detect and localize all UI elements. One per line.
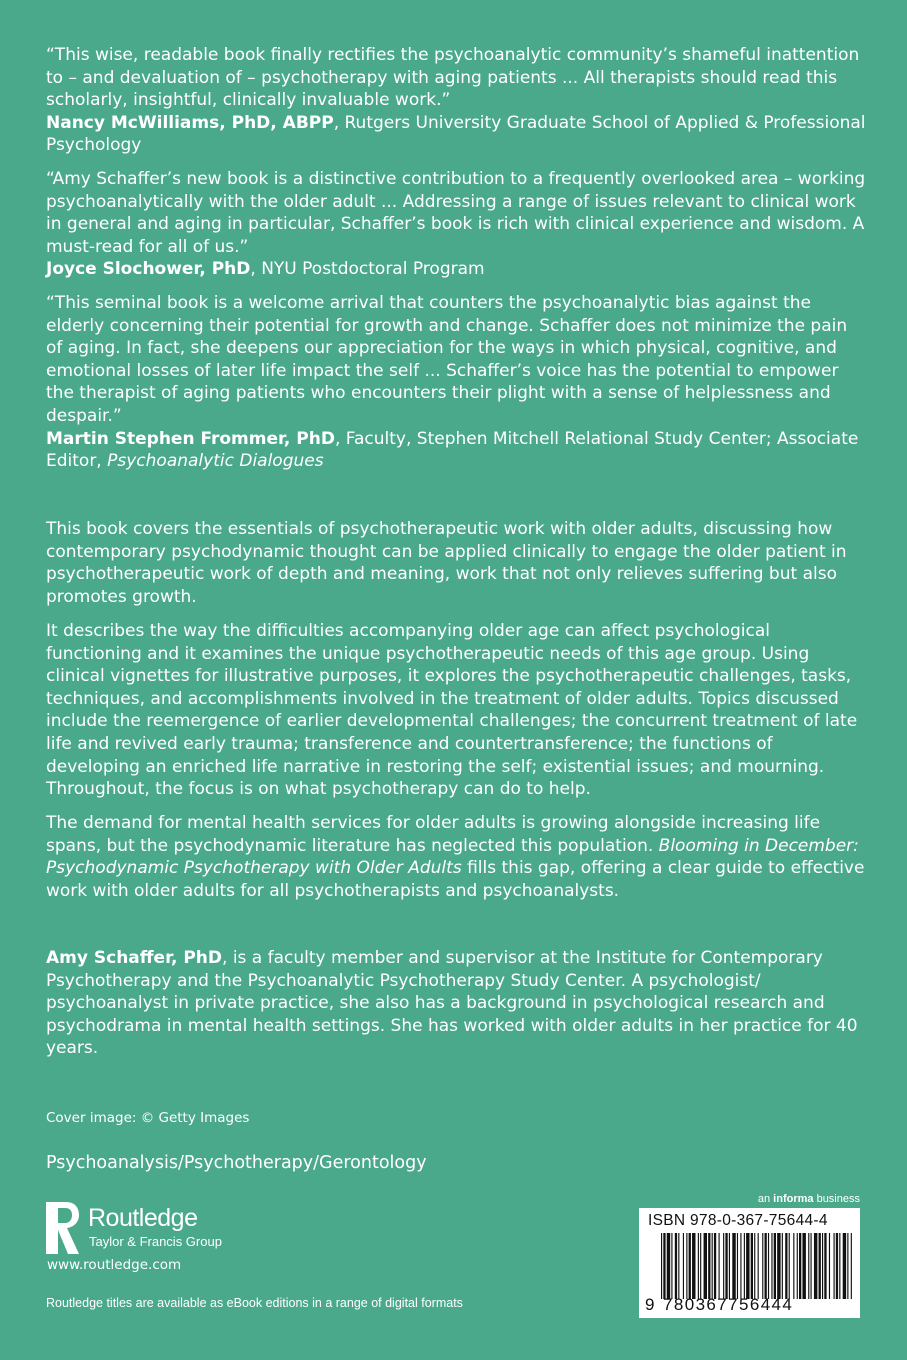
ean-digits: 780367756444 bbox=[663, 1295, 794, 1314]
barcode-bar bbox=[785, 1233, 787, 1299]
barcode-bar bbox=[663, 1233, 665, 1299]
barcode-bar bbox=[675, 1233, 677, 1299]
blurb-affiliation: , Rutgers University Graduate School of Applied & Professional Psychology bbox=[46, 112, 866, 156]
barcode-bar bbox=[712, 1233, 713, 1299]
description-paragraph-3 bbox=[46, 812, 866, 902]
barcode-bar bbox=[762, 1233, 763, 1299]
routledge-r-icon bbox=[46, 1202, 80, 1254]
barcode-bar bbox=[839, 1233, 840, 1299]
barcode-bar bbox=[771, 1233, 772, 1299]
description-text: It describes the way the difficulties accompanying older age can affect psychological functioning and it examines the unique psychotherapeutic needs of this age group. Using clinical vignettes for illustrative purposes, it explores the psychotherapeutic challenges, tasks, techniques, and accomplishments involved in the treatment of older adults. Topics discussed include the reemergence of earlier developmental challenges; the concurrent treatment of late life and revived early trauma; transference and countertransference; the functions of developing an enriched life narrative in restoring the self; existential issues; and mourning. Throughout, the focus is on what psychotherapy can do to help. bbox=[46, 621, 858, 800]
barcode-bar bbox=[774, 1233, 776, 1299]
description-paragraph-2 bbox=[46, 620, 866, 801]
publisher-group: Taylor & Francis Group bbox=[89, 1234, 222, 1249]
blurb-attribution bbox=[46, 112, 866, 157]
barcode-bar bbox=[802, 1233, 805, 1299]
barcode-bar bbox=[698, 1233, 699, 1299]
barcode bbox=[639, 1208, 860, 1318]
barcode-bar bbox=[799, 1233, 801, 1299]
barcode-bar bbox=[836, 1233, 838, 1299]
barcode-bar bbox=[843, 1233, 846, 1299]
bio-author-name: Amy Schaffer, PhD bbox=[46, 948, 223, 968]
barcode-bar bbox=[758, 1233, 759, 1299]
barcode-bar bbox=[811, 1233, 812, 1299]
barcode-bar bbox=[782, 1233, 783, 1299]
barcode-bar bbox=[822, 1233, 823, 1299]
blurb-author: Joyce Slochower, PhD bbox=[46, 259, 251, 280]
barcode-bar bbox=[661, 1233, 662, 1299]
blurb-affiliation: , Faculty, Stephen Mitchell Relational Study Center; Associate Editor, bbox=[46, 428, 859, 472]
barcode-bar bbox=[819, 1233, 821, 1299]
barcode-bar bbox=[851, 1233, 852, 1299]
barcode-bar bbox=[746, 1233, 749, 1299]
publisher-url: www.routledge.com bbox=[47, 1257, 182, 1273]
barcode-bar bbox=[725, 1233, 727, 1299]
barcode-bar bbox=[777, 1233, 780, 1299]
barcode-bar bbox=[708, 1233, 710, 1299]
informa-tagline: an informa business bbox=[757, 1193, 860, 1205]
description-paragraph-1 bbox=[46, 518, 866, 608]
description-text-end: fills this gap, offering a clear guide to effective work with older adults for all psychotherapists and psychoanalysts. bbox=[46, 858, 865, 901]
barcode-bar bbox=[686, 1233, 687, 1299]
barcode-bar bbox=[737, 1233, 738, 1299]
barcode-bar bbox=[847, 1233, 848, 1299]
blurb-journal: Psychoanalytic Dialogues bbox=[107, 451, 324, 472]
description-text bbox=[46, 812, 866, 902]
barcode-bar bbox=[793, 1233, 794, 1299]
ebook-note: Routledge titles are available as eBook editions in a range of digital formats bbox=[46, 1296, 463, 1310]
barcode-bar bbox=[834, 1233, 835, 1299]
barcode-bar bbox=[814, 1233, 817, 1299]
barcode-bar bbox=[797, 1233, 798, 1299]
barcode-bar bbox=[765, 1233, 767, 1299]
description-text: This book covers the essentials of psychotherapeutic work with older adults, discussing how contemporary psychodynamic thought can be applied clinically to engage the older patient in psychotherapeutic work of depth and meaning, work that not only relieves suffering but also promotes growth. bbox=[46, 519, 847, 607]
blurb-affiliation: , NYU Postdoctoral Program bbox=[250, 259, 485, 280]
barcode-bar bbox=[714, 1233, 716, 1299]
barcode-bar bbox=[723, 1233, 724, 1299]
barcode-bar bbox=[704, 1233, 707, 1299]
book-title: Blooming in December: Psychodynamic Psychotherapy with Older Adults bbox=[46, 835, 859, 879]
barcode-bar bbox=[678, 1233, 679, 1299]
barcode-bar bbox=[808, 1233, 809, 1299]
description-text-start: The demand for mental health services for older adults is growing alongside increasing life spans, but the psychodynamic literature has neglected this population. bbox=[46, 813, 821, 856]
blurb-author: Martin Stephen Frommer, PhD bbox=[46, 428, 335, 449]
barcode-bar bbox=[754, 1233, 755, 1299]
barcode-bar bbox=[751, 1233, 753, 1299]
barcode-bar bbox=[667, 1233, 670, 1299]
barcode-bar bbox=[824, 1233, 826, 1299]
author-bio bbox=[46, 947, 866, 1060]
barcode-bar bbox=[671, 1233, 672, 1299]
barcode-bar bbox=[829, 1233, 830, 1299]
routledge-logo bbox=[46, 1202, 246, 1256]
barcode-bar bbox=[744, 1233, 745, 1299]
barcode-bar bbox=[768, 1233, 769, 1299]
barcode-bar bbox=[683, 1233, 684, 1299]
barcode-bar bbox=[732, 1233, 735, 1299]
barcode-bar bbox=[789, 1233, 790, 1299]
blurb-frommer bbox=[46, 292, 866, 473]
cover-credit: Cover image: © Getty Images bbox=[46, 1110, 250, 1126]
blurb-attribution bbox=[46, 258, 866, 281]
blurb-author: Nancy McWilliams, PhD, ABPP bbox=[46, 112, 334, 133]
barcode-bar bbox=[740, 1233, 741, 1299]
blurb-quote: “This wise, readable book finally rectifies the psychoanalytic community’s shameful inattention to – and devaluation of – psychotherapy with aging patients ... All therapists should read this scholarly, insightful, clinically invaluable work.” bbox=[46, 45, 860, 111]
barcode-bar bbox=[700, 1233, 701, 1299]
subject-category: Psychoanalysis/Psychotherapy/Gerontology bbox=[46, 1153, 427, 1173]
barcode-bar bbox=[689, 1233, 691, 1299]
blurb-quote: “Amy Schaffer’s new book is a distinctive contribution to a frequently overlooked area – working psychoanalytically with the older adult ... Addressing a range of issues relevant to clinical work in general and aging in particular, Schaffer’s book is rich with clinical experience and wisdom. A must-read for all of us.” bbox=[46, 169, 866, 257]
ean-first-digit: 9 bbox=[645, 1295, 655, 1314]
isbn-number: ISBN 978-0-367-75644-4 bbox=[648, 1212, 828, 1229]
barcode-bar bbox=[729, 1233, 730, 1299]
blurb-quote: “This seminal book is a welcome arrival that counters the psychoanalytic bias against the elderly concerning their potential for growth and change. Schaffer does not minimize the pain of aging. In fact, she deepens our appreciation for the ways in which physical, cognitive, and emotional losses of later life impact the self ... Schaffer’s voice has the potential to empower the therapist of aging patients who encounters their plight with a sense of helplessness and despair.” bbox=[46, 293, 848, 426]
bio-body: , is a faculty member and supervisor at the Institute for Contemporary Psychotherapy and the Psychoanalytic Psychotherapy Study Center. A psychologist/ psychoanalyst in private practice, she also has a background in psychological research and psychodrama in mental health settings. She has worked with older adults in her practice for 40 years. bbox=[46, 948, 858, 1059]
bio-text bbox=[46, 947, 866, 1060]
barcode-bar bbox=[692, 1233, 695, 1299]
barcode-bars bbox=[661, 1233, 853, 1299]
barcode-bar bbox=[719, 1233, 720, 1299]
blurb-slochower bbox=[46, 168, 866, 281]
blurb-mcwilliams bbox=[46, 44, 866, 157]
publisher-name: Routledge bbox=[88, 1204, 198, 1232]
blurb-attribution bbox=[46, 428, 866, 473]
